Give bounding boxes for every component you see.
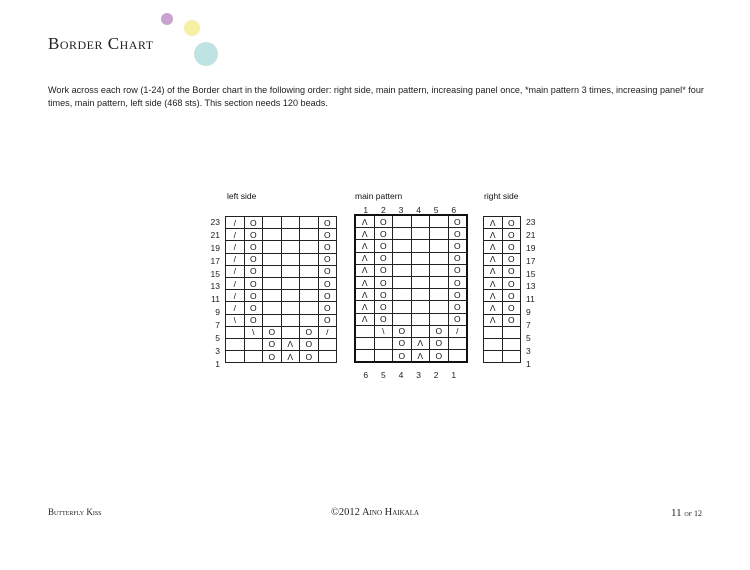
chart-cell [411,313,430,325]
chart-cell: O [502,217,521,229]
chart-cell [430,252,449,264]
row-number: 13 [210,281,220,292]
chart-cell: Λ [484,217,503,229]
chart-cell [263,314,282,326]
column-number: 6 [451,205,457,215]
chart-cell [430,240,449,252]
chart-cell: O [300,326,319,338]
right-side-chart-row [484,302,521,314]
chart-cell [411,252,430,264]
chart-cell [448,350,467,363]
row-number: 21 [210,229,220,240]
chart-cell [430,264,449,276]
chart-cell: O [374,301,393,313]
row-number: 1 [215,358,220,369]
chart-cell [411,215,430,228]
chart-cell [411,228,430,240]
chart-cell: / [226,265,245,277]
right-side-chart-row [484,265,521,277]
chart-cell: Λ [355,301,374,313]
chart-cell [281,217,300,229]
column-number: 2 [433,370,439,380]
chart-cell: O [244,229,263,241]
chart-cell: O [393,337,412,349]
chart-cell [281,277,300,289]
chart-cell: O [448,313,467,325]
left-side-chart-row [226,277,337,289]
left-side-chart-row [226,302,337,314]
chart-cell: O [318,217,337,229]
chart-cell: O [374,276,393,288]
chart-cell: Λ [281,351,300,363]
chart-cell: Λ [484,277,503,289]
row-number: 7 [526,320,531,331]
chart-cell: O [448,289,467,301]
left-row-numbers [204,216,220,371]
chart-cell: O [502,229,521,241]
chart-cell [281,265,300,277]
chart-cell: / [448,325,467,337]
chart-cell: O [244,265,263,277]
chart-cell [226,351,245,363]
chart-cell [281,253,300,265]
chart-cell [484,338,503,350]
chart-cell [263,290,282,302]
row-number: 19 [526,242,536,253]
footer-copyright: ©2012 Aino Haikala [330,507,420,518]
left-side-chart-row [226,229,337,241]
chart-cell: Λ [484,229,503,241]
main-pattern-chart-row [355,325,467,337]
left-side-chart-row [226,338,337,350]
chart-cell [411,276,430,288]
chart-cell: O [318,241,337,253]
right-side-chart-row [484,229,521,241]
chart-cell [281,290,300,302]
chart-cell: O [318,229,337,241]
chart-cell [263,229,282,241]
chart-cell: / [226,302,245,314]
chart-cell [502,326,521,338]
intro-paragraph: Work across each row (1-24) of the Border chart in the following order: right side, main pattern, increasing panel once, *main pattern 3 times, increasing panel* four times, main pattern, left side (468 sts). This section needs 120 beads. [48,85,704,108]
chart-cell: O [430,350,449,363]
chart-cell: Λ [484,314,503,326]
footer-page-number [671,507,702,519]
chart-cell [318,351,337,363]
chart-cell [430,301,449,313]
left-side-chart-row [226,326,337,338]
row-number: 23 [210,217,220,227]
chart-cell: O [430,337,449,349]
left-side-chart-row [226,253,337,265]
column-number: 4 [416,205,421,215]
chart-cell: Λ [355,228,374,240]
row-number: 23 [526,217,536,227]
chart-cell: O [300,338,319,350]
chart-cell [374,337,393,349]
chart-cell: O [244,302,263,314]
column-number: 4 [398,370,404,380]
left-side-label: left side [227,191,257,201]
chart-cell: O [318,290,337,302]
chart-cell: O [502,277,521,289]
left-side-chart-row [226,314,337,326]
left-side-chart-row [226,241,337,253]
right-side-label: right side [484,191,519,201]
chart-cell: Λ [355,215,374,228]
chart-cell: O [502,302,521,314]
chart-cell [300,265,319,277]
chart-cell: O [263,338,282,350]
chart-cell: O [502,265,521,277]
chart-cell [263,217,282,229]
chart-cell: \ [374,325,393,337]
right-side-chart [483,216,521,363]
chart-cell [393,301,412,313]
chart-cell [281,314,300,326]
chart-cell: O [263,326,282,338]
chart-cell: O [244,253,263,265]
chart-cell [393,240,412,252]
chart-cell: / [226,217,245,229]
column-number: 2 [381,205,386,215]
right-side-chart-row [484,217,521,229]
right-side-chart-row [484,326,521,338]
chart-cell: O [448,228,467,240]
right-row-numbers [526,216,542,371]
chart-cell: Λ [484,241,503,253]
chart-cell [448,337,467,349]
chart-cell: / [226,277,245,289]
chart-cell: O [430,325,449,337]
chart-cell: O [318,314,337,326]
left-side-chart-row [226,290,337,302]
chart-cell: O [244,217,263,229]
chart-cell: Λ [355,289,374,301]
chart-cell [300,302,319,314]
chart-cell [430,276,449,288]
decor-dot-teal [194,42,218,66]
row-number: 17 [526,255,536,266]
row-number: 11 [211,294,220,305]
decor-dot-yellow [184,20,200,36]
chart-cell [226,338,245,350]
main-pattern-chart-row [355,350,467,363]
chart-cell [263,277,282,289]
chart-cell: O [502,290,521,302]
right-side-chart-row [484,290,521,302]
row-number: 21 [526,229,536,240]
chart-cell: Λ [355,264,374,276]
chart-cell [411,325,430,337]
column-number: 5 [433,205,439,215]
chart-cell: O [374,264,393,276]
left-side-chart-row [226,351,337,363]
row-number: 5 [526,333,531,344]
chart-cell: / [318,326,337,338]
main-pattern-chart-row [355,215,467,228]
footer-pattern-name: Butterfly Kiss [48,507,102,517]
row-number: 15 [210,268,220,279]
chart-cell: / [226,253,245,265]
chart-cell [393,215,412,228]
main-bottom-column-numbers [357,369,463,382]
page-number: 11 [670,507,682,519]
chart-cell [281,326,300,338]
chart-cell [502,351,521,363]
chart-cell: \ [244,326,263,338]
chart-cell [411,240,430,252]
main-pattern-chart-row [355,240,467,252]
chart-cell: / [226,290,245,302]
main-pattern-chart-row [355,301,467,313]
chart-cell [393,264,412,276]
chart-cell [393,289,412,301]
column-number: 3 [398,205,404,215]
chart-cell [393,276,412,288]
column-number: 1 [363,205,369,215]
chart-cell [393,228,412,240]
decor-dot-purple [161,13,173,25]
chart-cell [281,229,300,241]
chart-cell: O [502,241,521,253]
chart-cell: O [244,314,263,326]
right-side-chart-row [484,351,521,363]
chart-cell: O [374,313,393,325]
chart-cell [244,338,263,350]
main-pattern-chart-row [355,252,467,264]
row-number: 9 [526,307,531,318]
chart-cell: Λ [355,313,374,325]
right-side-chart-row [484,253,521,265]
chart-cell: Λ [281,338,300,350]
page-title: Border Chart [48,34,154,53]
chart-cell [430,289,449,301]
chart-cell: O [263,351,282,363]
chart-cell [226,326,245,338]
row-number: 3 [526,345,531,356]
main-pattern-label: main pattern [355,191,403,201]
column-number: 5 [381,370,386,380]
chart-cell [355,337,374,349]
chart-cell [263,241,282,253]
row-number: 15 [526,268,536,279]
chart-cell: O [448,276,467,288]
chart-cell [484,326,503,338]
chart-cell: Λ [484,290,503,302]
chart-cell: O [318,253,337,265]
row-number: 9 [215,307,220,318]
chart-cell [300,217,319,229]
main-pattern-chart-row [355,264,467,276]
chart-cell: O [448,264,467,276]
chart-cell: / [226,229,245,241]
right-side-chart-row [484,314,521,326]
main-pattern-chart-row [355,337,467,349]
row-number: 17 [210,255,220,266]
chart-cell [300,253,319,265]
row-number: 19 [210,242,220,253]
right-side-chart-row [484,277,521,289]
chart-cell: Λ [355,252,374,264]
chart-cell [300,277,319,289]
chart-cell: / [226,241,245,253]
chart-cell: O [502,253,521,265]
chart-cell: O [448,240,467,252]
chart-cell [263,265,282,277]
left-side-chart-row [226,265,337,277]
chart-cell: O [318,265,337,277]
chart-cell [393,313,412,325]
row-number: 3 [215,345,220,356]
chart-cell: O [374,240,393,252]
chart-cell: \ [226,314,245,326]
page-of-total: of 12 [684,509,702,518]
chart-cell: Λ [355,240,374,252]
chart-cell: Λ [411,350,430,363]
chart-cell: O [244,277,263,289]
left-side-chart [225,216,337,363]
chart-cell: O [448,215,467,228]
chart-cell [411,289,430,301]
chart-cell [355,350,374,363]
chart-cell [484,351,503,363]
chart-cell [430,313,449,325]
chart-cell: O [393,325,412,337]
chart-cell: Λ [411,337,430,349]
chart-cell: O [502,314,521,326]
column-number: 3 [416,370,421,380]
column-number: 1 [451,370,457,380]
chart-cell [411,301,430,313]
chart-cell: O [374,228,393,240]
chart-cell: Λ [484,253,503,265]
main-pattern-chart-row [355,276,467,288]
chart-cell [244,351,263,363]
chart-cell: Λ [484,302,503,314]
chart-cell [263,253,282,265]
column-number: 6 [363,370,369,380]
row-number: 11 [526,294,535,305]
chart-cell: O [448,301,467,313]
right-side-chart-row [484,338,521,350]
chart-cell [300,314,319,326]
chart-cell [281,302,300,314]
row-number: 1 [526,358,531,369]
main-pattern-chart-row [355,313,467,325]
left-side-chart-row [226,217,337,229]
row-number: 5 [215,333,220,344]
chart-cell: O [300,351,319,363]
chart-cell: O [244,241,263,253]
chart-cell [263,302,282,314]
row-number: 7 [215,320,220,331]
chart-cell: Λ [484,265,503,277]
chart-cell [355,325,374,337]
chart-cell: O [318,277,337,289]
chart-cell [318,338,337,350]
chart-cell [300,290,319,302]
chart-cell [374,350,393,363]
chart-cell: O [374,289,393,301]
row-number: 13 [526,281,536,292]
chart-cell [430,228,449,240]
chart-cell [300,229,319,241]
main-pattern-chart [354,214,468,363]
main-pattern-chart-row [355,289,467,301]
chart-cell: Λ [355,276,374,288]
chart-cell [281,241,300,253]
chart-cell: O [318,302,337,314]
chart-cell [393,252,412,264]
chart-cell: O [374,252,393,264]
chart-cell: O [448,252,467,264]
right-side-chart-row [484,241,521,253]
chart-cell [430,215,449,228]
main-pattern-chart-row [355,228,467,240]
chart-cell [411,264,430,276]
chart-cell: O [244,290,263,302]
chart-cell: O [393,350,412,363]
chart-cell: O [374,215,393,228]
chart-cell [502,338,521,350]
chart-cell [300,241,319,253]
